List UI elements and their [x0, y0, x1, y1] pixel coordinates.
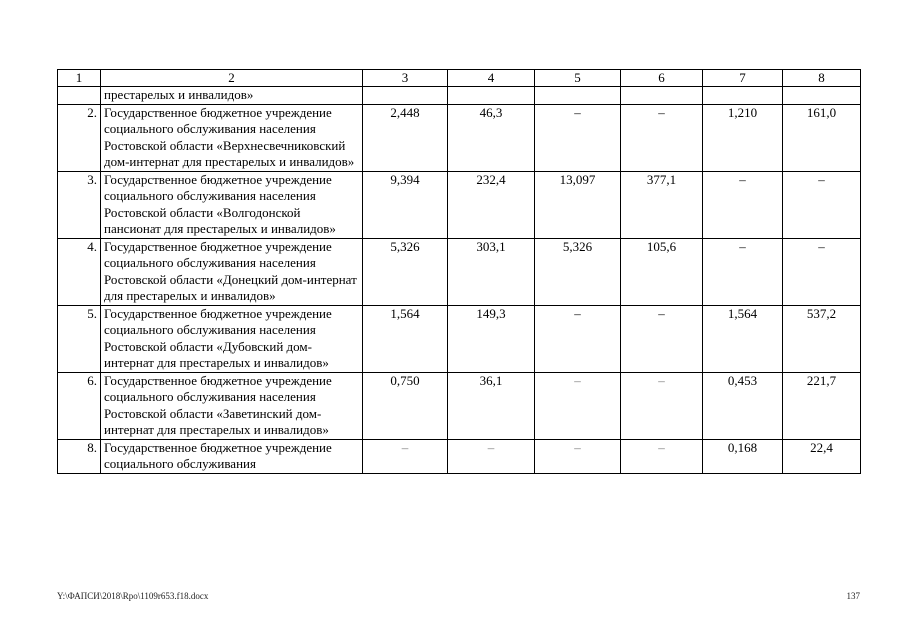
- value-cell: –: [535, 104, 621, 171]
- value-cell: 537,2: [783, 305, 861, 372]
- table-cell: [703, 87, 783, 105]
- value-cell: 5,326: [535, 238, 621, 305]
- value-cell: 22,4: [783, 439, 861, 473]
- row-number-cell: 4.: [58, 238, 101, 305]
- table-row: [58, 305, 861, 372]
- table-cell: [621, 87, 703, 105]
- value-cell: –: [621, 104, 703, 171]
- value-cell: –: [703, 171, 783, 238]
- table-cell: [58, 87, 101, 105]
- value-cell: –: [621, 372, 703, 439]
- value-cell: 1,210: [703, 104, 783, 171]
- value-cell: 149,3: [448, 305, 535, 372]
- institution-name-cell: Государственное бюджетное учреждение социального обслуживания населения Ростовской области «Верхнесвечниковский дом-интернат для престарелых и инвалидов»: [101, 104, 363, 171]
- institution-name-cell: престарелых и инвалидов»: [101, 87, 363, 105]
- value-cell: –: [535, 305, 621, 372]
- column-header: 2: [101, 70, 363, 87]
- table-row: [58, 238, 861, 305]
- table-cell: [448, 87, 535, 105]
- institution-name-cell: Государственное бюджетное учреждение социального обслуживания населения Ростовской области «Заветинский дом-интернат для престарелых и инвалидов»: [101, 372, 363, 439]
- institution-name-cell: Государственное бюджетное учреждение социального обслуживания населения Ростовской области «Дубовский дом-интернат для престарелых и инвалидов»: [101, 305, 363, 372]
- value-cell: 161,0: [783, 104, 861, 171]
- table-cell: [783, 87, 861, 105]
- table-row: [58, 439, 861, 473]
- value-cell: 303,1: [448, 238, 535, 305]
- value-cell: –: [703, 238, 783, 305]
- institution-name-cell: Государственное бюджетное учреждение социального обслуживания населения Ростовской области «Волгодонской пансионат для престарелых и инвалидов»: [101, 171, 363, 238]
- column-header: 4: [448, 70, 535, 87]
- institution-name-cell: Государственное бюджетное учреждение социального обслуживания: [101, 439, 363, 473]
- value-cell: –: [535, 439, 621, 473]
- value-cell: 13,097: [535, 171, 621, 238]
- value-cell: 221,7: [783, 372, 861, 439]
- value-cell: 1,564: [363, 305, 448, 372]
- value-cell: 0,453: [703, 372, 783, 439]
- row-number-cell: 2.: [58, 104, 101, 171]
- page-number: 137: [846, 591, 860, 601]
- column-header: 5: [535, 70, 621, 87]
- value-cell: 377,1: [621, 171, 703, 238]
- value-cell: 0,168: [703, 439, 783, 473]
- value-cell: 0,750: [363, 372, 448, 439]
- row-number-cell: 3.: [58, 171, 101, 238]
- table-row: [58, 372, 861, 439]
- table-row: [58, 171, 861, 238]
- header-row: [58, 70, 861, 87]
- column-header: 7: [703, 70, 783, 87]
- value-cell: 232,4: [448, 171, 535, 238]
- value-cell: 5,326: [363, 238, 448, 305]
- data-table: [57, 69, 861, 474]
- table-cell: [535, 87, 621, 105]
- institution-name-cell: Государственное бюджетное учреждение социального обслуживания населения Ростовской области «Донецкий дом-интернат для престарелых и инвалидов»: [101, 238, 363, 305]
- column-header: 1: [58, 70, 101, 87]
- row-number-cell: 8.: [58, 439, 101, 473]
- column-header: 6: [621, 70, 703, 87]
- column-header: 3: [363, 70, 448, 87]
- value-cell: –: [783, 171, 861, 238]
- value-cell: –: [621, 305, 703, 372]
- value-cell: 9,394: [363, 171, 448, 238]
- value-cell: 36,1: [448, 372, 535, 439]
- value-cell: –: [621, 439, 703, 473]
- row-number-cell: 6.: [58, 372, 101, 439]
- value-cell: 46,3: [448, 104, 535, 171]
- value-cell: –: [448, 439, 535, 473]
- continuation-row: [58, 87, 861, 105]
- table-row: [58, 104, 861, 171]
- file-path: Y:\ФАПСИ\2018\Rpo\1109r653.f18.docx: [57, 591, 209, 601]
- value-cell: 2,448: [363, 104, 448, 171]
- value-cell: –: [363, 439, 448, 473]
- value-cell: –: [783, 238, 861, 305]
- value-cell: 1,564: [703, 305, 783, 372]
- table-cell: [363, 87, 448, 105]
- value-cell: 105,6: [621, 238, 703, 305]
- column-header: 8: [783, 70, 861, 87]
- row-number-cell: 5.: [58, 305, 101, 372]
- value-cell: –: [535, 372, 621, 439]
